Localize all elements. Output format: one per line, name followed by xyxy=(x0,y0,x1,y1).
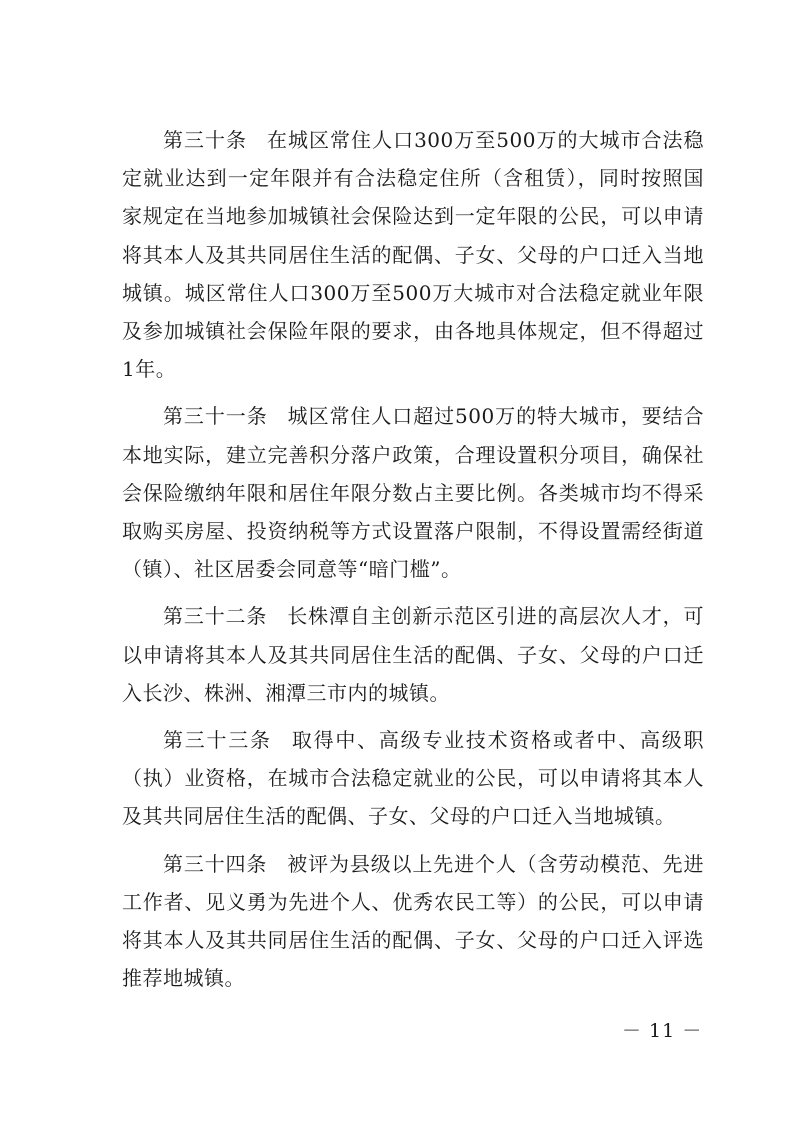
article-text: 长株潭自主创新示范区引进的高层次人才，可以申请将其本人及其共同居住生活的配偶、子女、父母的户口迁入长沙、株洲、湘潭三市内的城镇。 xyxy=(122,604,705,705)
article-text: 取得中、高级专业技术资格或者中、高级职（执）业资格，在城市合法稳定就业的公民，可以申请将其本人及其共同居住生活的配偶、子女、父母的户口迁入当地城镇。 xyxy=(122,728,705,829)
document-body xyxy=(122,121,704,1006)
article-33 xyxy=(122,721,704,836)
article-number: 第三十三条 xyxy=(163,728,272,753)
article-number: 第三十二条 xyxy=(163,604,268,629)
article-34 xyxy=(122,845,704,998)
page-number: － 11 － xyxy=(622,1020,703,1042)
article-number: 第三十四条 xyxy=(163,851,268,876)
article-text: 在城区常住人口300万至500万的大城市合法稳定就业达到一定年限并有合法稳定住所（含租赁），同时按照国家规定在当地参加城镇社会保险达到一定年限的公民，可以申请将其本人及其共同居住生活的配偶、子女、父母的户口迁入当地城镇。城区常住人口300万至500万大城市对合法稳定就业年限及参加城镇社会保险年限的要求，由各地具体规定，但不得超过1年。 xyxy=(122,128,704,382)
article-text: 被评为县级以上先进个人（含劳动模范、先进工作者、见义勇为先进个人、优秀农民工等）的公民，可以申请将其本人及其共同居住生活的配偶、子女、父母的户口迁入评选推荐地城镇。 xyxy=(122,851,705,991)
article-number: 第三十条 xyxy=(163,128,248,152)
article-number: 第三十一条 xyxy=(163,404,268,429)
article-32 xyxy=(122,597,704,712)
article-text: 城区常住人口超过500万的特大城市，要结合本地实际，建立完善积分落户政策，合理设置积分项目，确保社会保险缴纳年限和居住年限分数占主要比例。各类城市均不得采取购买房屋、投资纳税等方式设置落户限制，不得设置需经街道（镇）、社区居委会同意等“暗门槛”。 xyxy=(122,404,704,582)
article-31 xyxy=(122,397,704,588)
article-30 xyxy=(122,121,704,388)
